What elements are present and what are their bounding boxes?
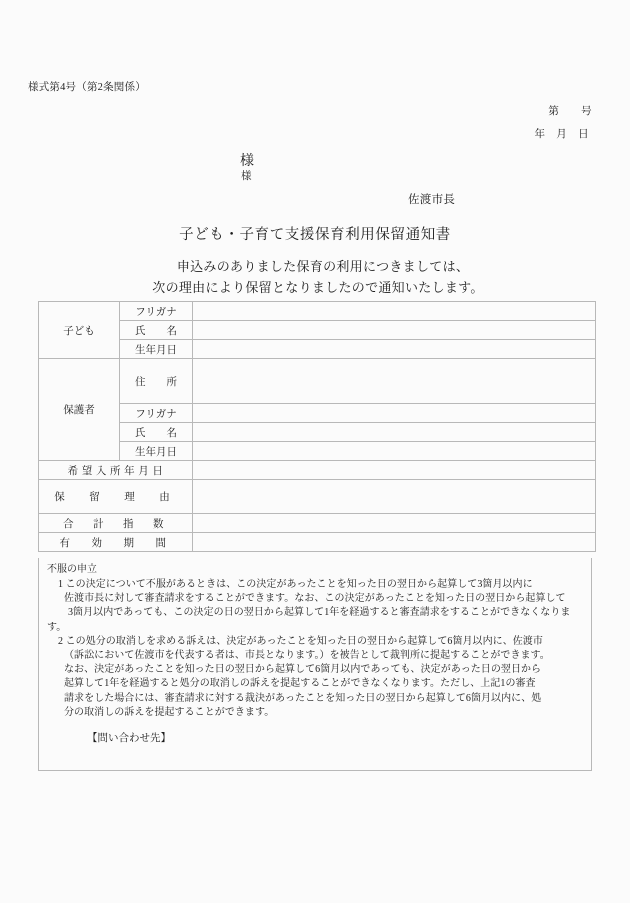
value-guardian-name[interactable] bbox=[193, 423, 596, 442]
appeal-item-2 bbox=[47, 635, 583, 720]
value-reason[interactable] bbox=[193, 480, 596, 514]
label-guardian-name: 氏 名 bbox=[120, 423, 193, 442]
label-valid-period: 有 効 期 間 bbox=[39, 533, 193, 552]
appeal-item-2-line-6: 分の取消しの訴えを提起することができます。 bbox=[64, 706, 275, 718]
value-child-name[interactable] bbox=[193, 321, 596, 340]
group-label-child: 子ども bbox=[39, 302, 120, 359]
appeal-item-2-line-5: 請求をした場合には、審査請求に対する裁決があったことを知った日の翌日から起算して6箇月以内に、処 bbox=[64, 692, 542, 704]
value-guardian-birthdate[interactable] bbox=[193, 442, 596, 461]
value-guardian-furigana[interactable] bbox=[193, 404, 596, 423]
value-child-birthdate[interactable] bbox=[193, 340, 596, 359]
appeal-heading: 不服の申立 bbox=[47, 564, 97, 575]
appeal-item-2-line-2: （訴訟において佐渡市を代表する者は、市長となります。）を被告として裁判所に提起することができます。 bbox=[64, 650, 550, 662]
document-date-field: 年 月 日 bbox=[534, 129, 589, 140]
table-row bbox=[39, 302, 596, 321]
label-guardian-address: 住 所 bbox=[120, 359, 193, 404]
table-row bbox=[39, 423, 596, 442]
page-title: 子ども・子育て支援保育利用保留通知書 bbox=[179, 227, 451, 243]
label-child-name: 氏 名 bbox=[120, 321, 193, 340]
addressee-primary: 様 bbox=[240, 154, 254, 169]
appeal-item-1-line-4: す。 bbox=[47, 621, 67, 633]
label-child-furigana: フリガナ bbox=[120, 302, 193, 321]
value-desired-entry-date[interactable] bbox=[193, 461, 596, 480]
table-row bbox=[39, 533, 596, 552]
value-child-furigana[interactable] bbox=[193, 302, 596, 321]
appeal-notice-box bbox=[38, 558, 592, 771]
intro-paragraph bbox=[0, 256, 630, 298]
table-row bbox=[39, 461, 596, 480]
label-guardian-furigana: フリガナ bbox=[120, 404, 193, 423]
label-desired-entry-date: 希 望 入 所 年 月 日 bbox=[39, 461, 193, 480]
intro-line-2: 次の理由により保留となりましたので通知いたします。 bbox=[152, 280, 484, 295]
appeal-item-2-line-3: なお、決定があったことを知った日の翌日から起算して6箇月以内であっても、決定があった日の翌日から bbox=[64, 664, 542, 676]
appeal-item-1-line-1: 1 この決定について不服があるときは、この決定があったことを知った日の翌日から起算して3箇月以内に bbox=[58, 579, 533, 590]
table-row bbox=[39, 359, 596, 404]
label-reason: 保 留 理 由 bbox=[39, 480, 193, 514]
appeal-item-1 bbox=[47, 578, 583, 635]
value-valid-period[interactable] bbox=[193, 533, 596, 552]
intro-line-1: 申込みのありました保育の利用につきましては、 bbox=[176, 259, 470, 274]
table-row bbox=[39, 321, 596, 340]
appeal-item-2-line-1: 2 この処分の取消しを求める訴えは、決定があったことを知った日の翌日から起算して6箇月以内に、佐渡市 bbox=[58, 635, 543, 647]
label-child-birthdate: 生年月日 bbox=[120, 340, 193, 359]
table-row bbox=[39, 514, 596, 533]
appeal-item-1-line-3: 3箇月以内であっても、この決定の日の翌日から起算して1年を経過すると審査請求をすることができなくなりま bbox=[68, 607, 571, 619]
form-number: 様式第4号（第2条関係） bbox=[28, 82, 146, 93]
table-row bbox=[39, 480, 596, 514]
table-row bbox=[39, 404, 596, 423]
addressee-secondary: 様 bbox=[241, 171, 252, 182]
value-guardian-address[interactable] bbox=[193, 359, 596, 404]
label-guardian-birthdate: 生年月日 bbox=[120, 442, 193, 461]
applicant-info-table bbox=[38, 301, 596, 552]
value-total-index[interactable] bbox=[193, 514, 596, 533]
document-number-field: 第 号 bbox=[548, 106, 592, 117]
appeal-item-1-line-2: 佐渡市長に対して審査請求をすることができます。なお、この決定があったことを知った日の翌日から起算して bbox=[64, 593, 566, 605]
issuer-name: 佐渡市長 bbox=[408, 194, 456, 206]
label-total-index: 合 計 指 数 bbox=[39, 514, 193, 533]
appeal-item-2-line-4: 起算して1年を経過すると処分の取消しの訴えを提起することができなくなります。ただし、上記1の審査 bbox=[64, 678, 536, 690]
contact-label: 【問い合わせ先】 bbox=[87, 733, 171, 744]
table-row bbox=[39, 340, 596, 359]
group-label-guardian: 保護者 bbox=[39, 359, 120, 461]
table-row bbox=[39, 442, 596, 461]
